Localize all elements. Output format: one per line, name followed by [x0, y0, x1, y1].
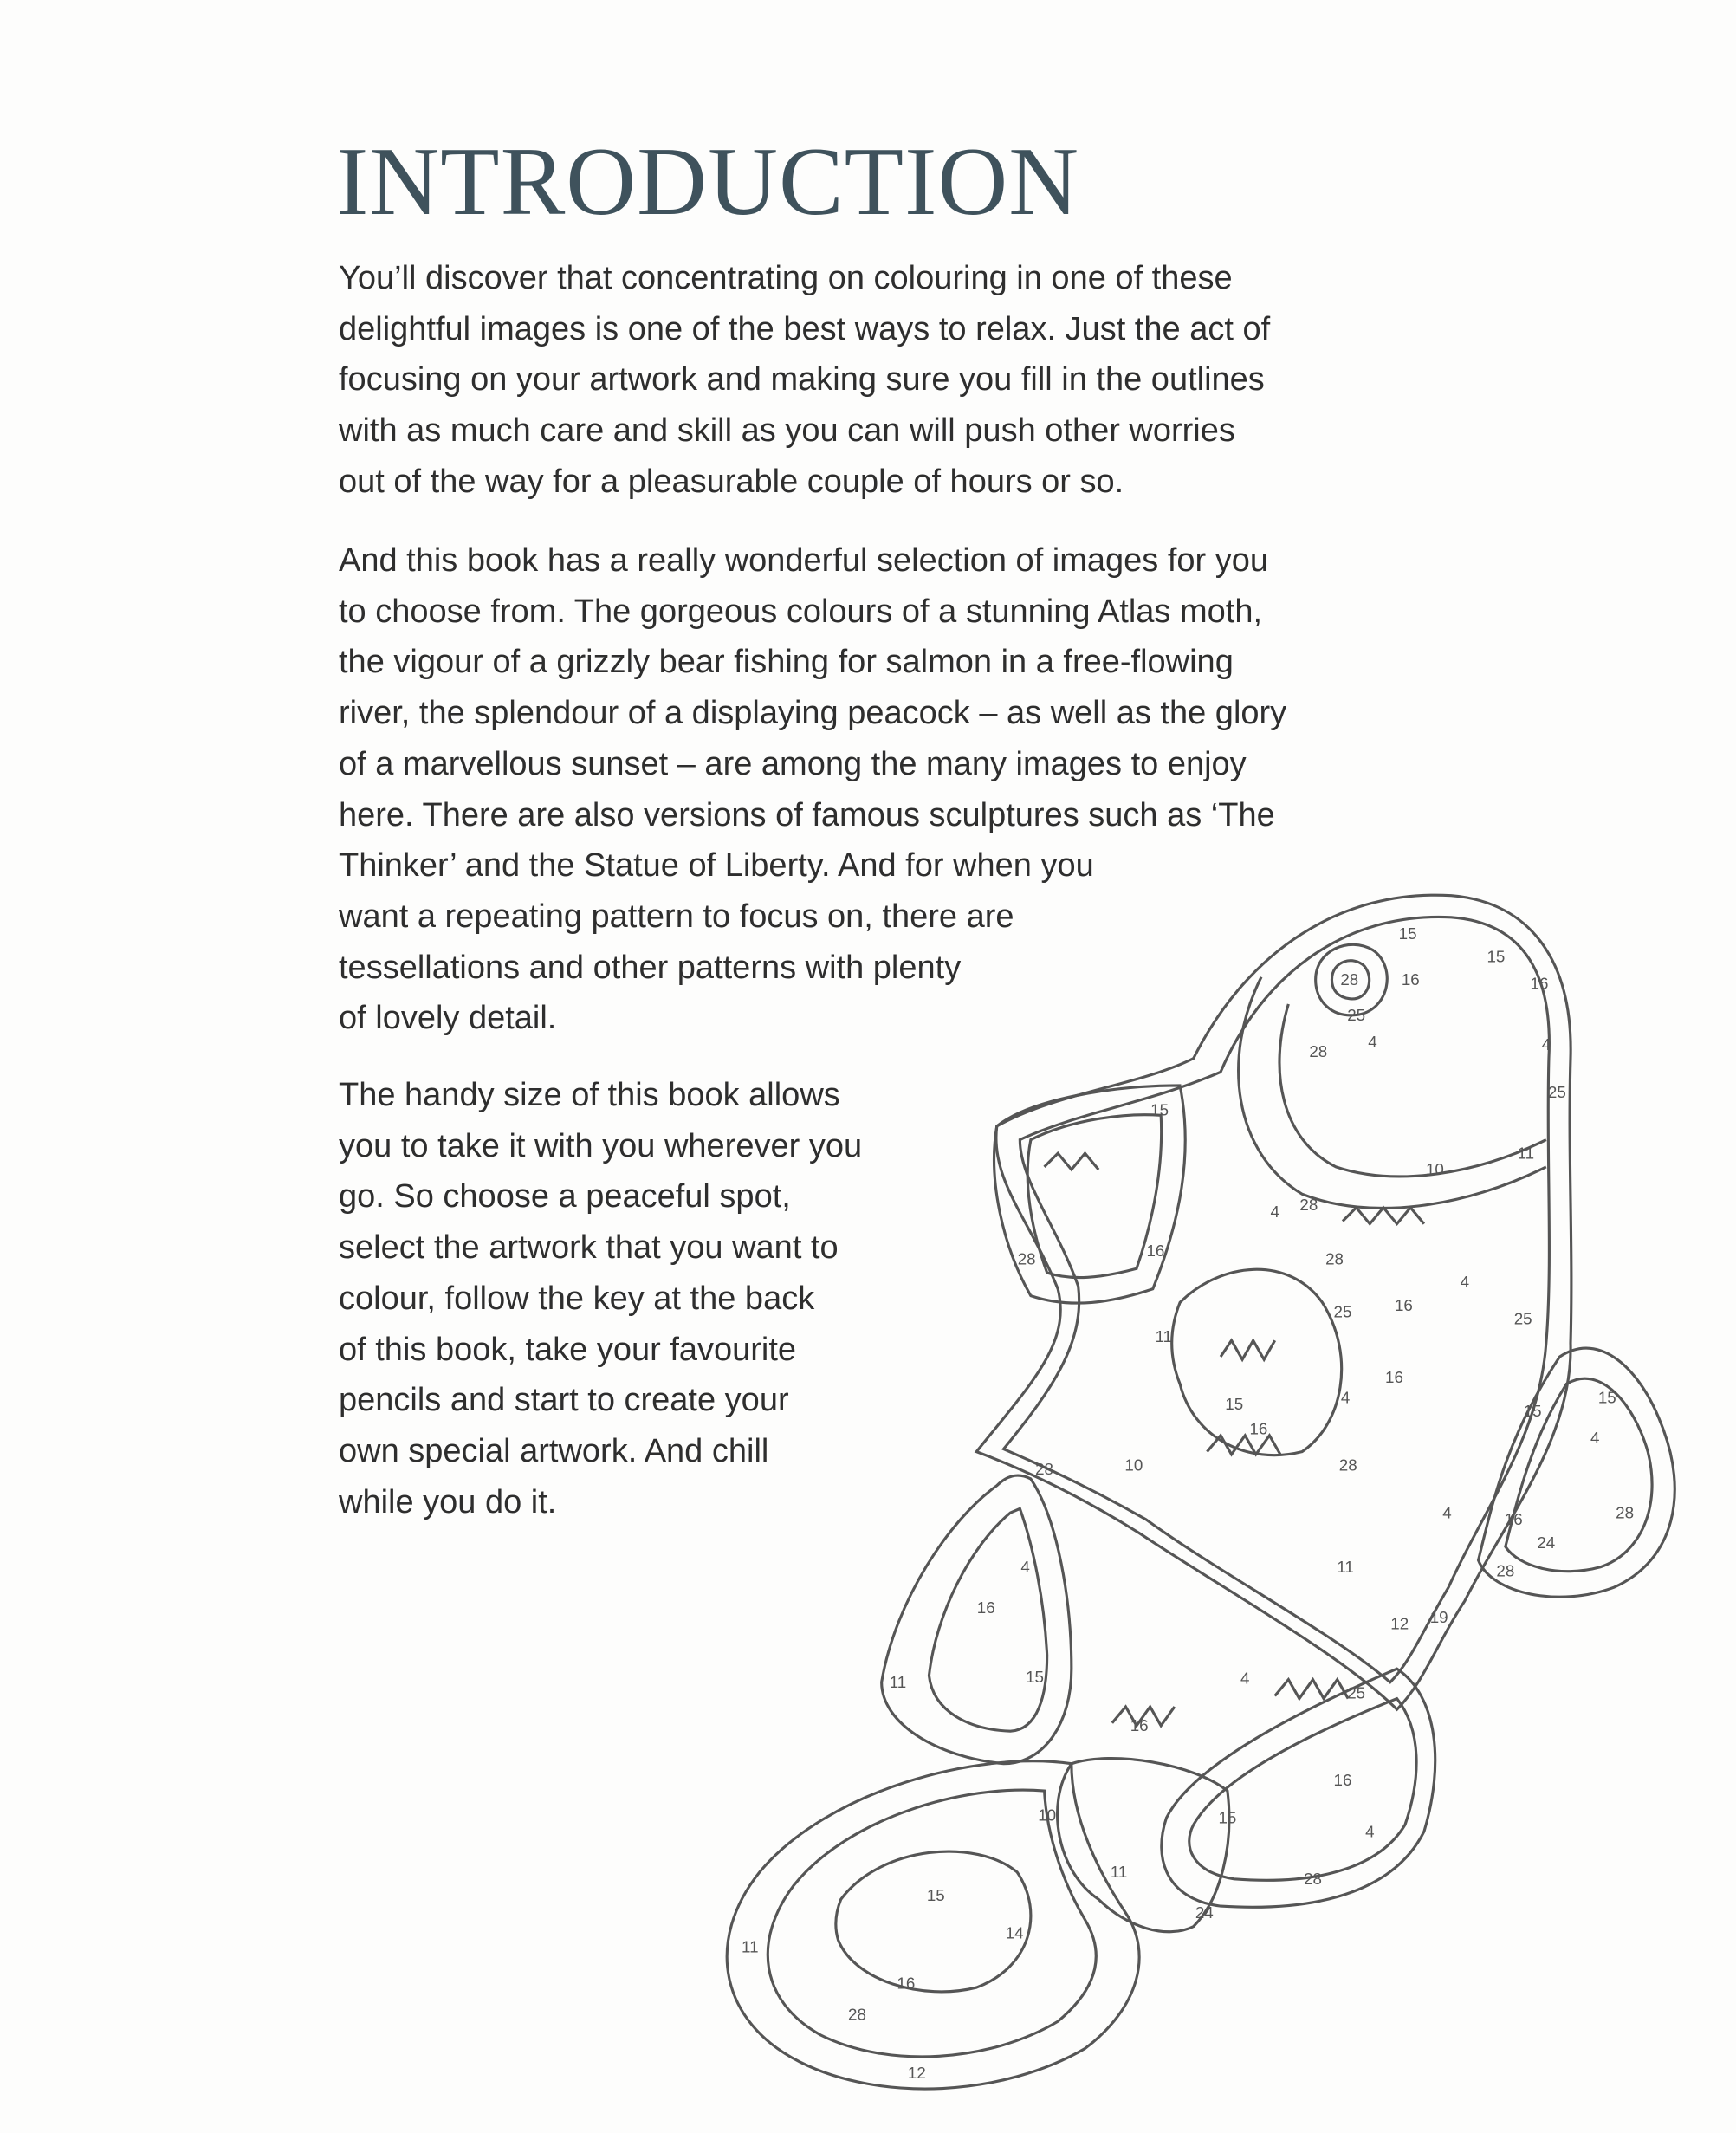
- colour-number-label: 12: [907, 2063, 926, 2082]
- colour-number-label: 10: [1124, 1455, 1143, 1475]
- colour-number-label: 28: [1325, 1249, 1344, 1268]
- text-line: And this book has a really wonderful selection of images for you: [339, 542, 1269, 579]
- text-line: with as much care and skill as you can will push other worries: [339, 412, 1235, 450]
- text-line: colour, follow the key at the back: [339, 1280, 815, 1317]
- colour-number-label: 28: [1340, 970, 1359, 989]
- colour-number-label: 28: [1616, 1503, 1635, 1522]
- colour-number-label: 4: [1020, 1557, 1030, 1576]
- colour-number-label: 25: [1347, 1005, 1366, 1024]
- colour-number-label: 11: [1517, 1144, 1535, 1163]
- text-line: pencils and start to create your: [339, 1382, 789, 1419]
- colour-number-label: 16: [1130, 1716, 1149, 1735]
- colour-number-label: 16: [1333, 1770, 1352, 1789]
- text-line: the vigour of a grizzly bear fishing for salmon in a free-flowing: [339, 644, 1234, 681]
- colour-number-label: 4: [1460, 1273, 1470, 1292]
- text-line: focusing on your artwork and making sure you fill in the outlines: [339, 361, 1265, 399]
- colour-number-label: 16: [1394, 1295, 1413, 1314]
- colour-number-label: 15: [1225, 1395, 1244, 1414]
- colour-number-label: 16: [897, 1974, 916, 1993]
- text-line: you to take it with you wherever you: [339, 1127, 863, 1164]
- colour-number-label: 28: [848, 2005, 866, 2024]
- colour-number-label: 28: [1299, 1195, 1318, 1214]
- fish-anal-fin-inner: [1189, 1699, 1416, 1881]
- colour-number-label: 4: [1340, 1388, 1351, 1407]
- text-line: here. There are also versions of famous sculptures such as ‘The: [339, 796, 1275, 833]
- colour-number-label: 28: [1035, 1460, 1053, 1479]
- colour-number-label: 25: [1333, 1302, 1352, 1321]
- colour-number-label: 28: [1304, 1870, 1322, 1889]
- fish-tail-outline: [727, 1761, 1139, 2089]
- colour-number-label: 4: [1442, 1503, 1452, 1522]
- text-line: of lovely detail.: [339, 1000, 557, 1037]
- fish-gill-outline: [1239, 977, 1546, 1209]
- text-line: own special artwork. And chill: [339, 1432, 769, 1469]
- colour-number-label: 11: [889, 1673, 907, 1692]
- colour-number-label: 12: [1390, 1614, 1409, 1633]
- text-line: river, the splendour of a displaying peacock – as well as the glory: [339, 695, 1287, 732]
- fish-tail-inner: [768, 1790, 1096, 2057]
- fish-anal-fin-outline: [1162, 1669, 1435, 1907]
- colour-number-label: 11: [1155, 1326, 1173, 1345]
- colour-number-label: 28: [1017, 1249, 1036, 1268]
- colour-number-label: 16: [1385, 1367, 1403, 1386]
- colour-number-label: 16: [1249, 1419, 1268, 1438]
- text-line: go. So choose a peaceful spot,: [339, 1178, 791, 1216]
- colour-number-label: 15: [926, 1885, 945, 1904]
- text-line: select the artwork that you want to: [339, 1229, 839, 1267]
- fish-tail-pattern: [836, 1851, 1031, 1992]
- colour-number-label: 4: [1590, 1429, 1600, 1448]
- colour-number-label: 15: [1487, 947, 1506, 966]
- colour-number-label: 15: [1523, 1401, 1542, 1420]
- colour-number-label: 4: [1541, 1035, 1551, 1054]
- text-line: You’ll discover that concentrating on colouring in one of these: [339, 260, 1233, 296]
- colour-number-label: 4: [1270, 1202, 1279, 1221]
- colour-number-label: 4: [1365, 1822, 1375, 1841]
- colour-number-label: 28: [1496, 1561, 1515, 1580]
- text-line: of a marvellous sunset – are among the many images to enjoy: [339, 745, 1247, 782]
- colour-number-label: 15: [1150, 1100, 1169, 1119]
- colour-number-label: 28: [1309, 1042, 1328, 1061]
- colour-number-label: 11: [742, 1937, 759, 1956]
- colour-number-label: 19: [1429, 1607, 1448, 1626]
- fish-scale-pattern: [1045, 1153, 1424, 1726]
- colour-number-label: 15: [1597, 1388, 1616, 1407]
- fish-left-fin-inner: [929, 1508, 1046, 1731]
- colour-number-label: 11: [1110, 1863, 1128, 1882]
- colour-number-label: 4: [1240, 1669, 1250, 1688]
- page-title: INTRODUCTION: [336, 128, 1080, 236]
- text-line: while you do it.: [339, 1483, 557, 1520]
- text-line: tessellations and other patterns with plenty: [339, 949, 962, 986]
- colour-number-label: 4: [1368, 1033, 1377, 1052]
- text-line: to choose from. The gorgeous colours of a stunning Atlas moth,: [339, 593, 1263, 630]
- colour-number-label: 28: [1338, 1455, 1357, 1475]
- colour-number-label: 24: [1195, 1903, 1214, 1922]
- text-line: want a repeating pattern to focus on, there are: [339, 898, 1014, 935]
- colour-number-label: 25: [1547, 1083, 1566, 1102]
- colour-number-label: 11: [1337, 1557, 1354, 1576]
- colour-number-label: 16: [976, 1598, 995, 1617]
- colour-number-label: 15: [1398, 924, 1417, 943]
- text-line: out of the way for a pleasurable couple of hours or so.: [339, 463, 1124, 500]
- fish-body-inner-outline: [1004, 917, 1550, 1682]
- text-line: of this book, take your favourite: [339, 1331, 797, 1368]
- fish-gill-inner: [1279, 1004, 1546, 1177]
- colour-number-label: 25: [1513, 1309, 1532, 1328]
- colour-number-label: 10: [1038, 1806, 1057, 1825]
- text-line: The handy size of this book allows: [339, 1077, 840, 1113]
- colour-number-label: 16: [1530, 974, 1549, 993]
- colour-number-label: 16: [1146, 1242, 1165, 1261]
- fish-dorsal-fin-inner: [1027, 1115, 1161, 1278]
- colour-number-label: 16: [1401, 970, 1420, 989]
- colour-number-label: 25: [1347, 1683, 1366, 1702]
- colour-number-label: 15: [1026, 1667, 1045, 1686]
- colour-number-label: 15: [1218, 1808, 1237, 1827]
- text-line: delightful images is one of the best ways to relax. Just the act of: [339, 310, 1271, 347]
- colour-number-label: 16: [1504, 1510, 1523, 1529]
- colour-number-label: 14: [1005, 1923, 1024, 1942]
- text-line: Thinker’ and the Statue of Liberty. And for when you: [339, 847, 1094, 885]
- colour-number-label: 24: [1537, 1533, 1556, 1552]
- colour-number-label: 10: [1425, 1160, 1444, 1179]
